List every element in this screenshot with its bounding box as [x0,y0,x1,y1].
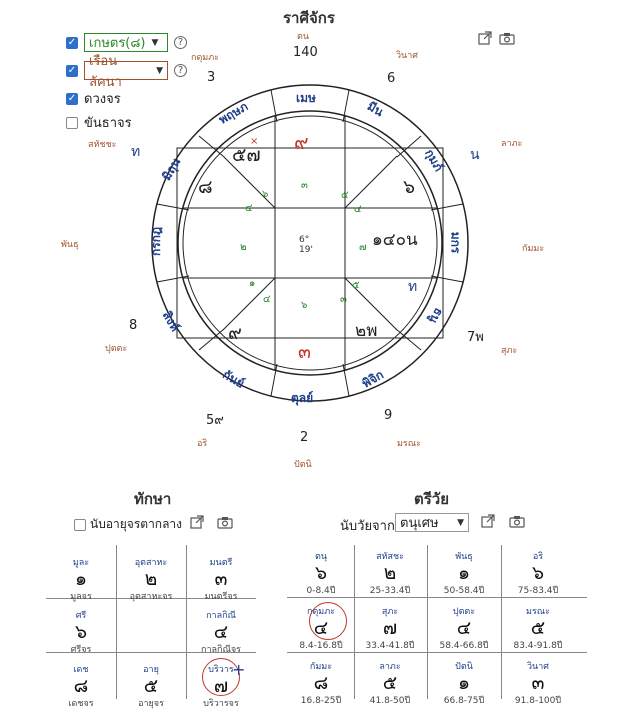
sign-mangkon: มกร [448,231,463,254]
cell-val: ๗ [213,675,229,697]
nab-label: นับอายุจรตากลาง [90,517,183,531]
cell-sub: 0-8.4ปี [306,586,336,596]
num-140: 140 [293,45,318,60]
grid-cell [188,608,254,656]
num-9: 9 [384,408,393,423]
grid-cell [48,608,114,656]
cell-lbl: ปุตตะ [452,607,476,617]
chevron-down-icon: ▼ [156,65,163,76]
count-select-value: ตนุเศษ [400,516,439,531]
cell-lbl: วินาศ [527,662,549,672]
cell-val: ๘ [313,672,329,694]
sign-kan: กันย์ [220,367,247,391]
cell-sub: 41.8-50ปี [369,696,411,706]
thaksa-title: ทักษา [134,490,172,508]
house-top: ๙ [294,130,309,154]
house-botright-th: ท [408,279,418,295]
cell-val: ๒ [383,562,397,584]
cell-val: ๓ [531,672,545,694]
cell-sub: มนตรีจร [204,592,238,602]
highlight-circle [309,602,347,640]
cell-sub: บริวารจร [203,699,239,709]
grid-cell [357,604,423,652]
cell-val: ๕ [530,617,546,639]
help-icon[interactable]: ? [174,36,187,49]
dongjon-label: ดวงจร [84,92,121,107]
chevron-down-icon: ▼ [457,517,464,528]
cell-lbl: กดุมภะ [307,607,335,617]
house-right: ๖ [403,176,416,198]
label-ton: ตน [297,32,309,42]
select2-value: เรือน-ลัคนา [89,53,122,90]
check-nab[interactable] [74,519,86,531]
grid-cell [505,604,571,652]
grid-cell [357,549,423,597]
cell-val: ๑ [74,568,88,590]
cell-sub: 75-83.4ปี [517,586,559,596]
small-7: ๗ [359,242,367,253]
cell-lbl: เดช [73,665,89,675]
cell-lbl: ปัตนิ [455,662,473,672]
label-patni: ปัตนิ [294,460,312,470]
cell-sub: 58.4-66.8ปี [439,641,489,651]
cell-val: ๘ [73,675,89,697]
cell-val: ๑ [457,562,471,584]
cell-sub: 83.4-91.8ปี [513,641,563,651]
triwai-title: ตรีวัย [414,490,450,508]
cell-val: ๓ [214,568,228,590]
cell-val: ๔ [213,621,229,643]
grid-cell [118,662,184,710]
khanchon-label: ขันธาจร [84,116,132,131]
cell-val: ๖ [531,562,545,584]
sign-karakot: กรกฎ [149,226,164,257]
dongjon-row [66,88,121,109]
label-lapha: ลาภะ [501,139,523,149]
house-rightmid: ๑๔๐น [372,230,418,250]
camera-icon[interactable] [217,515,233,529]
nab-row [74,515,182,534]
sign-mean: มีน [364,98,386,120]
grid-cell [288,549,354,597]
sign-mesh: เมษ [296,91,316,105]
cell-sub: ศรีจร [70,645,92,655]
label-kumpha: กดุมภะ [191,53,219,63]
cell-sub: 50-58.4ปี [443,586,485,596]
cell-lbl: สหัสชะ [376,552,404,562]
cell-sub: อายุจร [138,699,164,709]
cell-val: ๑ [457,672,471,694]
house-topleft: ๕๗ [232,144,261,166]
label-maranat: มรณะ [397,439,421,449]
check-select2[interactable]: ✓ [67,64,77,76]
sign-kumph: กุมภ์ [422,146,446,174]
grid-cell [505,549,571,597]
cursor-plus-icon: + [232,660,246,679]
num-7w: 7พ [467,330,484,345]
label-phantu: พันธุ [61,240,79,250]
cell-lbl: กาลกิณี [206,611,236,621]
grid-cell [188,555,254,603]
num-2: 2 [300,430,309,445]
label-suphak: สุภะ [501,346,518,356]
label-kammat: กัมมะ [522,244,545,254]
num-6: 6 [387,71,396,86]
small-1: ๑ [249,278,256,289]
external-link-icon[interactable] [477,31,493,45]
cell-sub: เดชจร [68,699,94,709]
cell-val: ๔ [313,617,329,639]
small-4b: ๔ [354,204,362,215]
house-marker-icon: × [250,136,259,147]
label-sahatcha: สหัชชะ [88,140,117,150]
cell-val: ๕ [143,675,159,697]
khanchon-row [66,112,132,133]
small-5a: ๕ [341,190,349,201]
cell-sub: 16.8-25ปี [300,696,342,706]
cell-sub: มูลจร [70,592,92,602]
num-th-left: ท [131,144,141,160]
select1-value: เกษตร(๘) [89,36,146,51]
cell-lbl: พันธุ [455,552,473,562]
help-icon[interactable]: ? [174,64,187,77]
check-select1[interactable]: ✓ [67,36,77,48]
label-winat: วินาศ [396,51,418,61]
cell-lbl: มนตรี [209,558,233,568]
label-ari: อริ [197,439,208,449]
cell-sub: 8.4-16.8ปี [299,641,343,651]
grid-cell [48,662,114,710]
grid-cell [431,604,497,652]
cell-val: ๒ [144,568,158,590]
cell-lbl: อริ [532,552,544,562]
cell-val: ๖ [314,562,328,584]
small-4a: ๔ [245,203,253,214]
check-dongjon[interactable]: ✓ [67,92,77,104]
num-8: 8 [129,318,138,333]
cell-val: ๗ [382,617,398,639]
small-6b: ๖ [301,300,308,311]
grid-cell [431,659,497,707]
house-bottom: ๓ [298,341,311,363]
cell-sub: 25-33.4ปี [369,586,411,596]
grid-cell [118,555,184,603]
check-khanchon[interactable] [66,117,78,129]
cell-lbl: กัมมะ [309,662,333,672]
count-select[interactable] [395,513,469,532]
num-na: น [470,147,480,163]
cell-val: ๕ [382,672,398,694]
sign-phrusaph: พฤษภ [216,99,251,127]
small-4c: ๔ [263,294,271,305]
num-5g: 5๙ [206,413,224,428]
grid-cell [357,659,423,707]
house-rightbot: ๒พ [355,321,378,341]
cell-lbl: อุตสาหะ [134,558,168,568]
small-5b: ๕ [352,280,360,291]
camera-icon[interactable] [509,514,525,528]
cell-sub: 33.4-41.8ปี [365,641,415,651]
sign-methun: มิถุน [159,155,184,183]
sign-tun: ตุลย์ [291,391,314,405]
external-link-icon[interactable] [189,515,205,529]
chevron-down-icon: ▼ [151,37,159,48]
center-min: 19' [299,245,313,255]
house-left: ๘ [198,176,213,198]
cell-lbl: มรณะ [526,607,550,617]
cell-lbl: บริวาร [208,665,234,675]
grid-cell [288,659,354,707]
cell-sub: 91.8-100ปี [514,696,562,706]
cell-lbl: ศรี [75,611,87,621]
grid-cell [48,555,114,603]
count-label: นับวัยจาก [340,519,395,534]
cell-lbl: สุภะ [381,607,399,617]
cell-val: ๔ [456,617,472,639]
cell-lbl: ลาภะ [379,662,401,672]
small-3a: ๓ [301,180,308,191]
camera-icon[interactable] [499,31,515,45]
cell-lbl: มูละ [72,558,90,568]
cell-sub: อุตสาหะจร [129,592,173,602]
house-botleft: ๙ [228,322,242,344]
grid-cell [505,659,571,707]
sign-sing: สิงห์ [159,308,183,334]
small-3b: ๓ [340,294,347,305]
cell-sub: 66.8-75ปี [443,696,485,706]
center-deg: 6° [299,235,310,245]
cell-lbl: อายุ [143,665,159,675]
small-2: ๒ [240,242,247,253]
cell-val: ๖ [74,621,88,643]
small-6a: ๖ [262,189,269,200]
page-title: ราศีจักร [283,9,335,27]
label-puttha: ปุตตะ [105,344,128,354]
sign-thanu: ธนู [426,305,447,326]
grid-cell [431,549,497,597]
sign-phichik: พิจิก [359,367,386,391]
cell-sub: กาลกิณีจร [201,645,241,655]
cell-lbl: ตนุ [315,552,327,562]
num-3: 3 [207,70,216,85]
external-link-icon[interactable] [480,514,496,528]
